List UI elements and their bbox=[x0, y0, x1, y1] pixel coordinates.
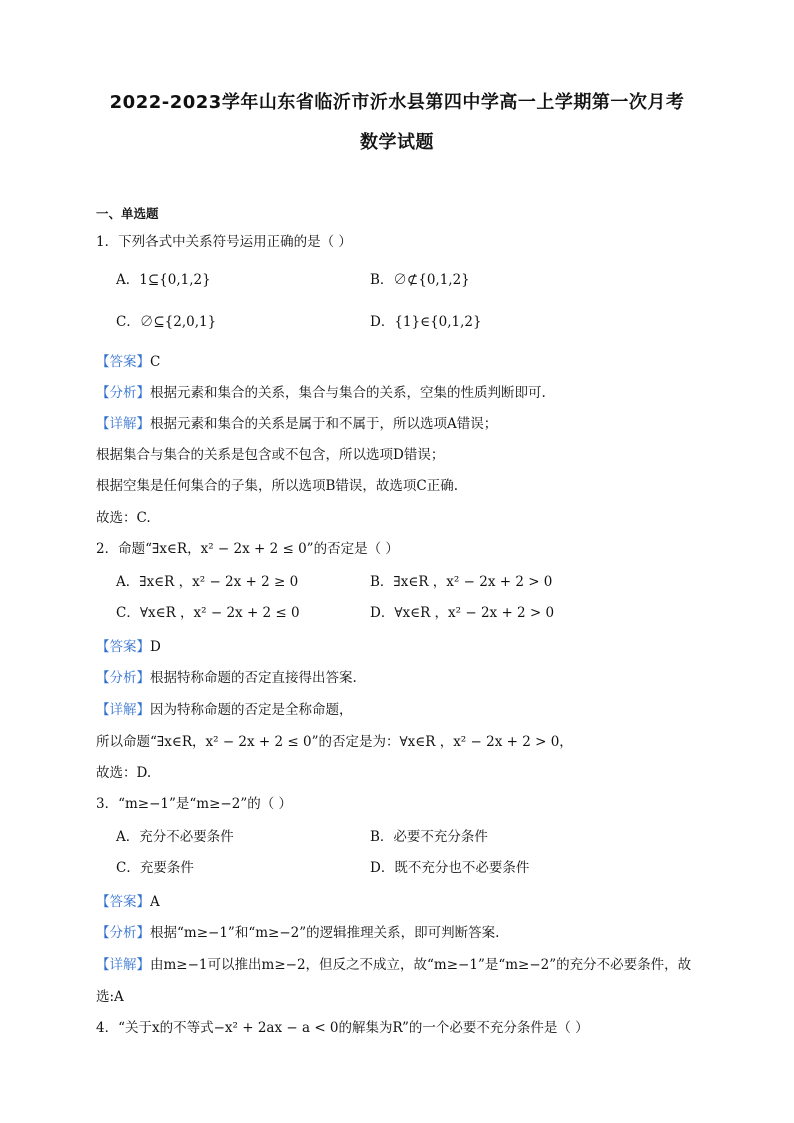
q1-answer-value: C bbox=[150, 354, 161, 370]
q3-detail-text-2: 选:A bbox=[96, 989, 124, 1005]
q1-analysis bbox=[96, 381, 546, 401]
detail-tag: 【详解】 bbox=[96, 702, 150, 718]
q3-option-a: A．充分不必要条件 bbox=[116, 829, 234, 845]
analysis-tag: 【分析】 bbox=[96, 670, 150, 686]
q1-option-a: A．1⊆{0,1,2} bbox=[116, 272, 211, 288]
q2-detail bbox=[96, 698, 353, 718]
q4-stem: 4．“关于x的不等式−x² + 2ax − a < 0的解集为R”的一个必要不充分条件是（ ） bbox=[96, 1020, 589, 1036]
detail-tag: 【详解】 bbox=[96, 416, 150, 432]
q1-detail-text-3: 根据空集是任何集合的子集，所以选项B错误，故选项C正确. bbox=[96, 478, 459, 494]
q1-option-c: C．∅⊆{2,0,1} bbox=[116, 314, 217, 330]
q2-answer-value: D bbox=[150, 639, 161, 655]
q2-option-d: D．∀x∈R ，x² − 2x + 2 > 0 bbox=[370, 605, 555, 621]
q2-option-c: C．∀x∈R ，x² − 2x + 2 ≤ 0 bbox=[116, 605, 300, 621]
q1-analysis-text: 根据元素和集合的关系，集合与集合的关系，空集的性质判断即可. bbox=[150, 385, 546, 401]
analysis-tag: 【分析】 bbox=[96, 385, 150, 401]
detail-tag: 【详解】 bbox=[96, 957, 150, 973]
doc-title-line1: 2022-2023学年山东省临沂市沂水县第四中学高一上学期第一次月考 bbox=[109, 92, 685, 113]
q3-stem: 3．“m≥−1”是“m≥−2”的（ ） bbox=[96, 796, 293, 812]
q2-option-a: A．∃x∈R ，x² − 2x + 2 ≥ 0 bbox=[116, 574, 299, 590]
q3-option-c: C．充要条件 bbox=[116, 860, 194, 876]
q1-option-b: B．∅⊄{0,1,2} bbox=[370, 272, 470, 288]
doc-title-line2: 数学试题 bbox=[360, 132, 434, 153]
answer-tag: 【答案】 bbox=[96, 354, 150, 370]
q2-analysis-text: 根据特称命题的否定直接得出答案. bbox=[150, 670, 357, 686]
q3-option-b: B．必要不充分条件 bbox=[370, 829, 488, 845]
q2-final: 故选：D. bbox=[96, 765, 152, 781]
answer-tag: 【答案】 bbox=[96, 894, 150, 910]
q1-final: 故选：C. bbox=[96, 510, 151, 526]
q3-answer-value: A bbox=[150, 894, 160, 910]
q3-answer bbox=[96, 890, 160, 910]
q2-stem: 2．命题“∃x∈R，x² − 2x + 2 ≤ 0”的否定是（ ） bbox=[96, 541, 399, 557]
q2-answer bbox=[96, 635, 161, 655]
q3-detail-text-1: 由m≥−1可以推出m≥−2，但反之不成立，故“m≥−1”是“m≥−2”的充分不必要条件，故 bbox=[150, 957, 692, 973]
q1-detail bbox=[96, 412, 497, 432]
q1-stem: 1．下列各式中关系符号运用正确的是（ ） bbox=[96, 234, 352, 250]
q1-answer bbox=[96, 350, 160, 370]
q2-option-b: B．∃x∈R ，x² − 2x + 2 > 0 bbox=[370, 574, 553, 590]
section-heading: 一、单选题 bbox=[96, 206, 159, 221]
q1-option-d: D．{1}∈{0,1,2} bbox=[370, 314, 482, 330]
answer-tag: 【答案】 bbox=[96, 639, 150, 655]
analysis-tag: 【分析】 bbox=[96, 925, 150, 941]
q3-option-d: D．既不充分也不必要条件 bbox=[370, 860, 530, 876]
q2-detail-text-2: 所以命题“∃x∈R，x² − 2x + 2 ≤ 0”的否定是为：∀x∈R ，x² − 2x + 2 > 0， bbox=[96, 734, 573, 750]
q1-detail-text-2: 根据集合与集合的关系是包含或不包含，所以选项D错误； bbox=[96, 447, 445, 463]
q3-analysis-text: 根据“m≥−1”和“m≥−2”的逻辑推理关系，即可判断答案. bbox=[150, 925, 500, 941]
q3-detail bbox=[96, 953, 691, 973]
q2-analysis bbox=[96, 666, 357, 686]
q3-analysis bbox=[96, 921, 499, 941]
q2-detail-text-1: 因为特称命题的否定是全称命题， bbox=[150, 702, 353, 718]
q1-detail-text-1: 根据元素和集合的关系是属于和不属于，所以选项A错误； bbox=[150, 416, 498, 432]
